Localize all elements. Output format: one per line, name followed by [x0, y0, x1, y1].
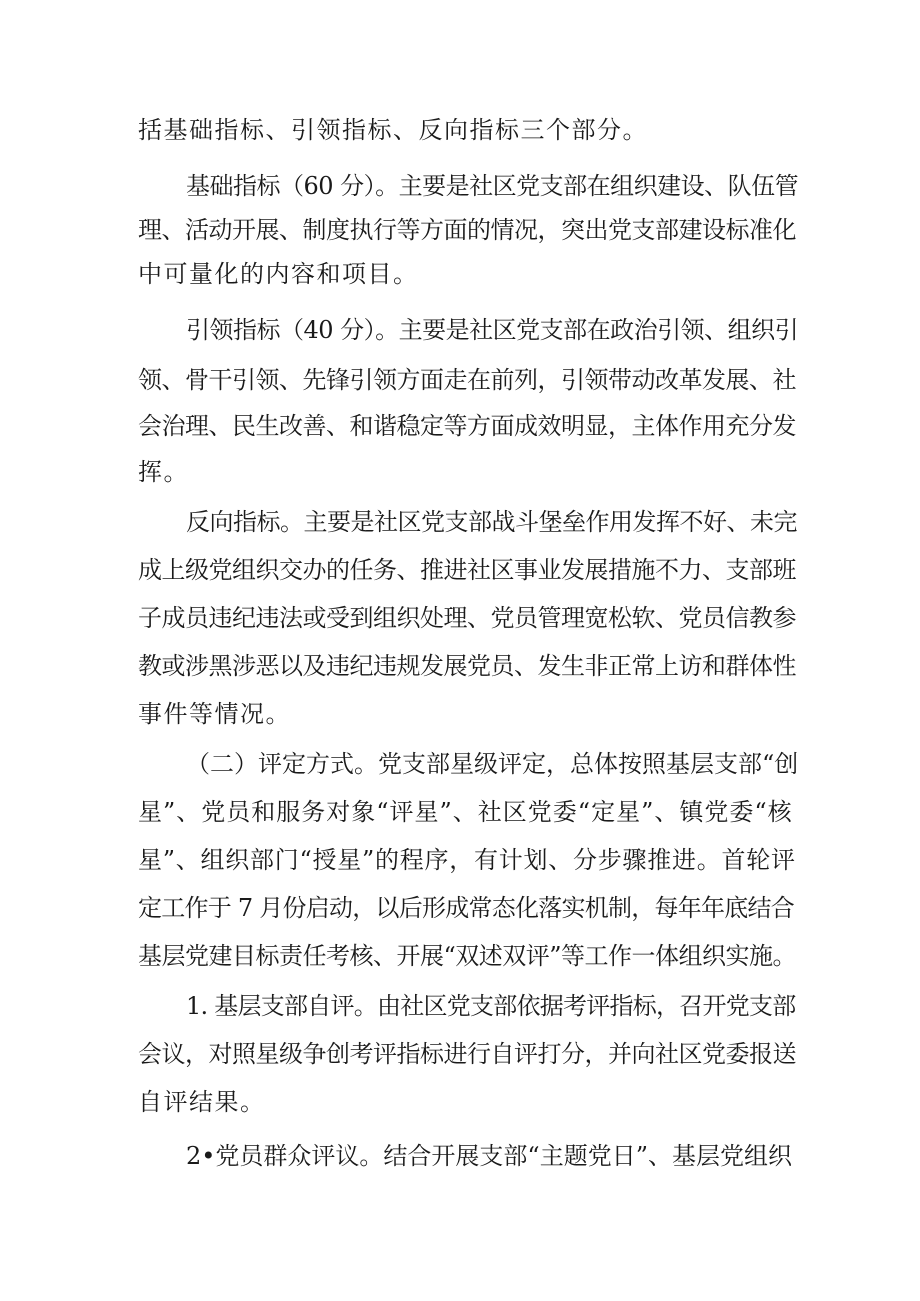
text-line: 自评结果。	[138, 1088, 266, 1116]
text-line: 定工作于 7 月份启动，以后形成常态化落实机制，每年年底结合	[138, 894, 795, 922]
text-line: 反向指标。主要是社区党支部战斗堡垒作用发挥不好、未完	[186, 508, 797, 536]
text-line: 会议，对照星级争创考评指标进行自评打分，并向社区党委报送	[138, 1040, 796, 1068]
text-line: 理、活动开展、制度执行等方面的情况，突出党支部建设标准化	[138, 216, 796, 244]
text-line: 1. 基层支部自评。由社区党支部依据考评指标，召开党支部	[186, 992, 796, 1020]
text-line: （二）评定方式。党支部星级评定，总体按照基层支部“创	[186, 750, 799, 778]
text-line: 教或涉黑涉恶以及违纪违规发展党员、发生非正常上访和群体性	[138, 652, 796, 680]
text-line: 挥。	[138, 458, 189, 486]
text-line: 事件等情况。	[138, 700, 291, 728]
text-line: 括基础指标、引领指标、反向指标三个部分。	[138, 116, 648, 144]
text-line: 引领指标（40 分）。主要是社区党支部在政治引领、组织引	[186, 316, 799, 344]
text-line: 基础指标（60 分）。主要是社区党支部在组织建设、队伍管	[186, 172, 799, 200]
text-line: 会治理、民生改善、和谐稳定等方面成效明显，主体作用充分发	[138, 412, 796, 440]
text-line: 中可量化的内容和项目。	[138, 260, 419, 288]
text-line: 子成员违纪违法或受到组织处理、党员管理宽松软、党员信教参	[138, 604, 796, 632]
text-line: 星”、组织部门“授星”的程序，有计划、分步骤推进。首轮评	[138, 846, 796, 874]
text-line: 基层党建目标责任考核、开展“双述双评”等工作一体组织实施。	[138, 942, 797, 970]
text-line: 领、骨干引领、先锋引领方面走在前列，引领带动改革发展、社	[138, 366, 796, 394]
text-line: 2•党员群众评议。结合开展支部“主题党日”、基层党组织	[186, 1142, 792, 1170]
text-line: 成上级党组织交办的任务、推进社区事业发展措施不力、支部班	[138, 556, 796, 584]
text-line: 星”、党员和服务对象“评星”、社区党委“定星”、镇党委“核	[138, 798, 793, 826]
